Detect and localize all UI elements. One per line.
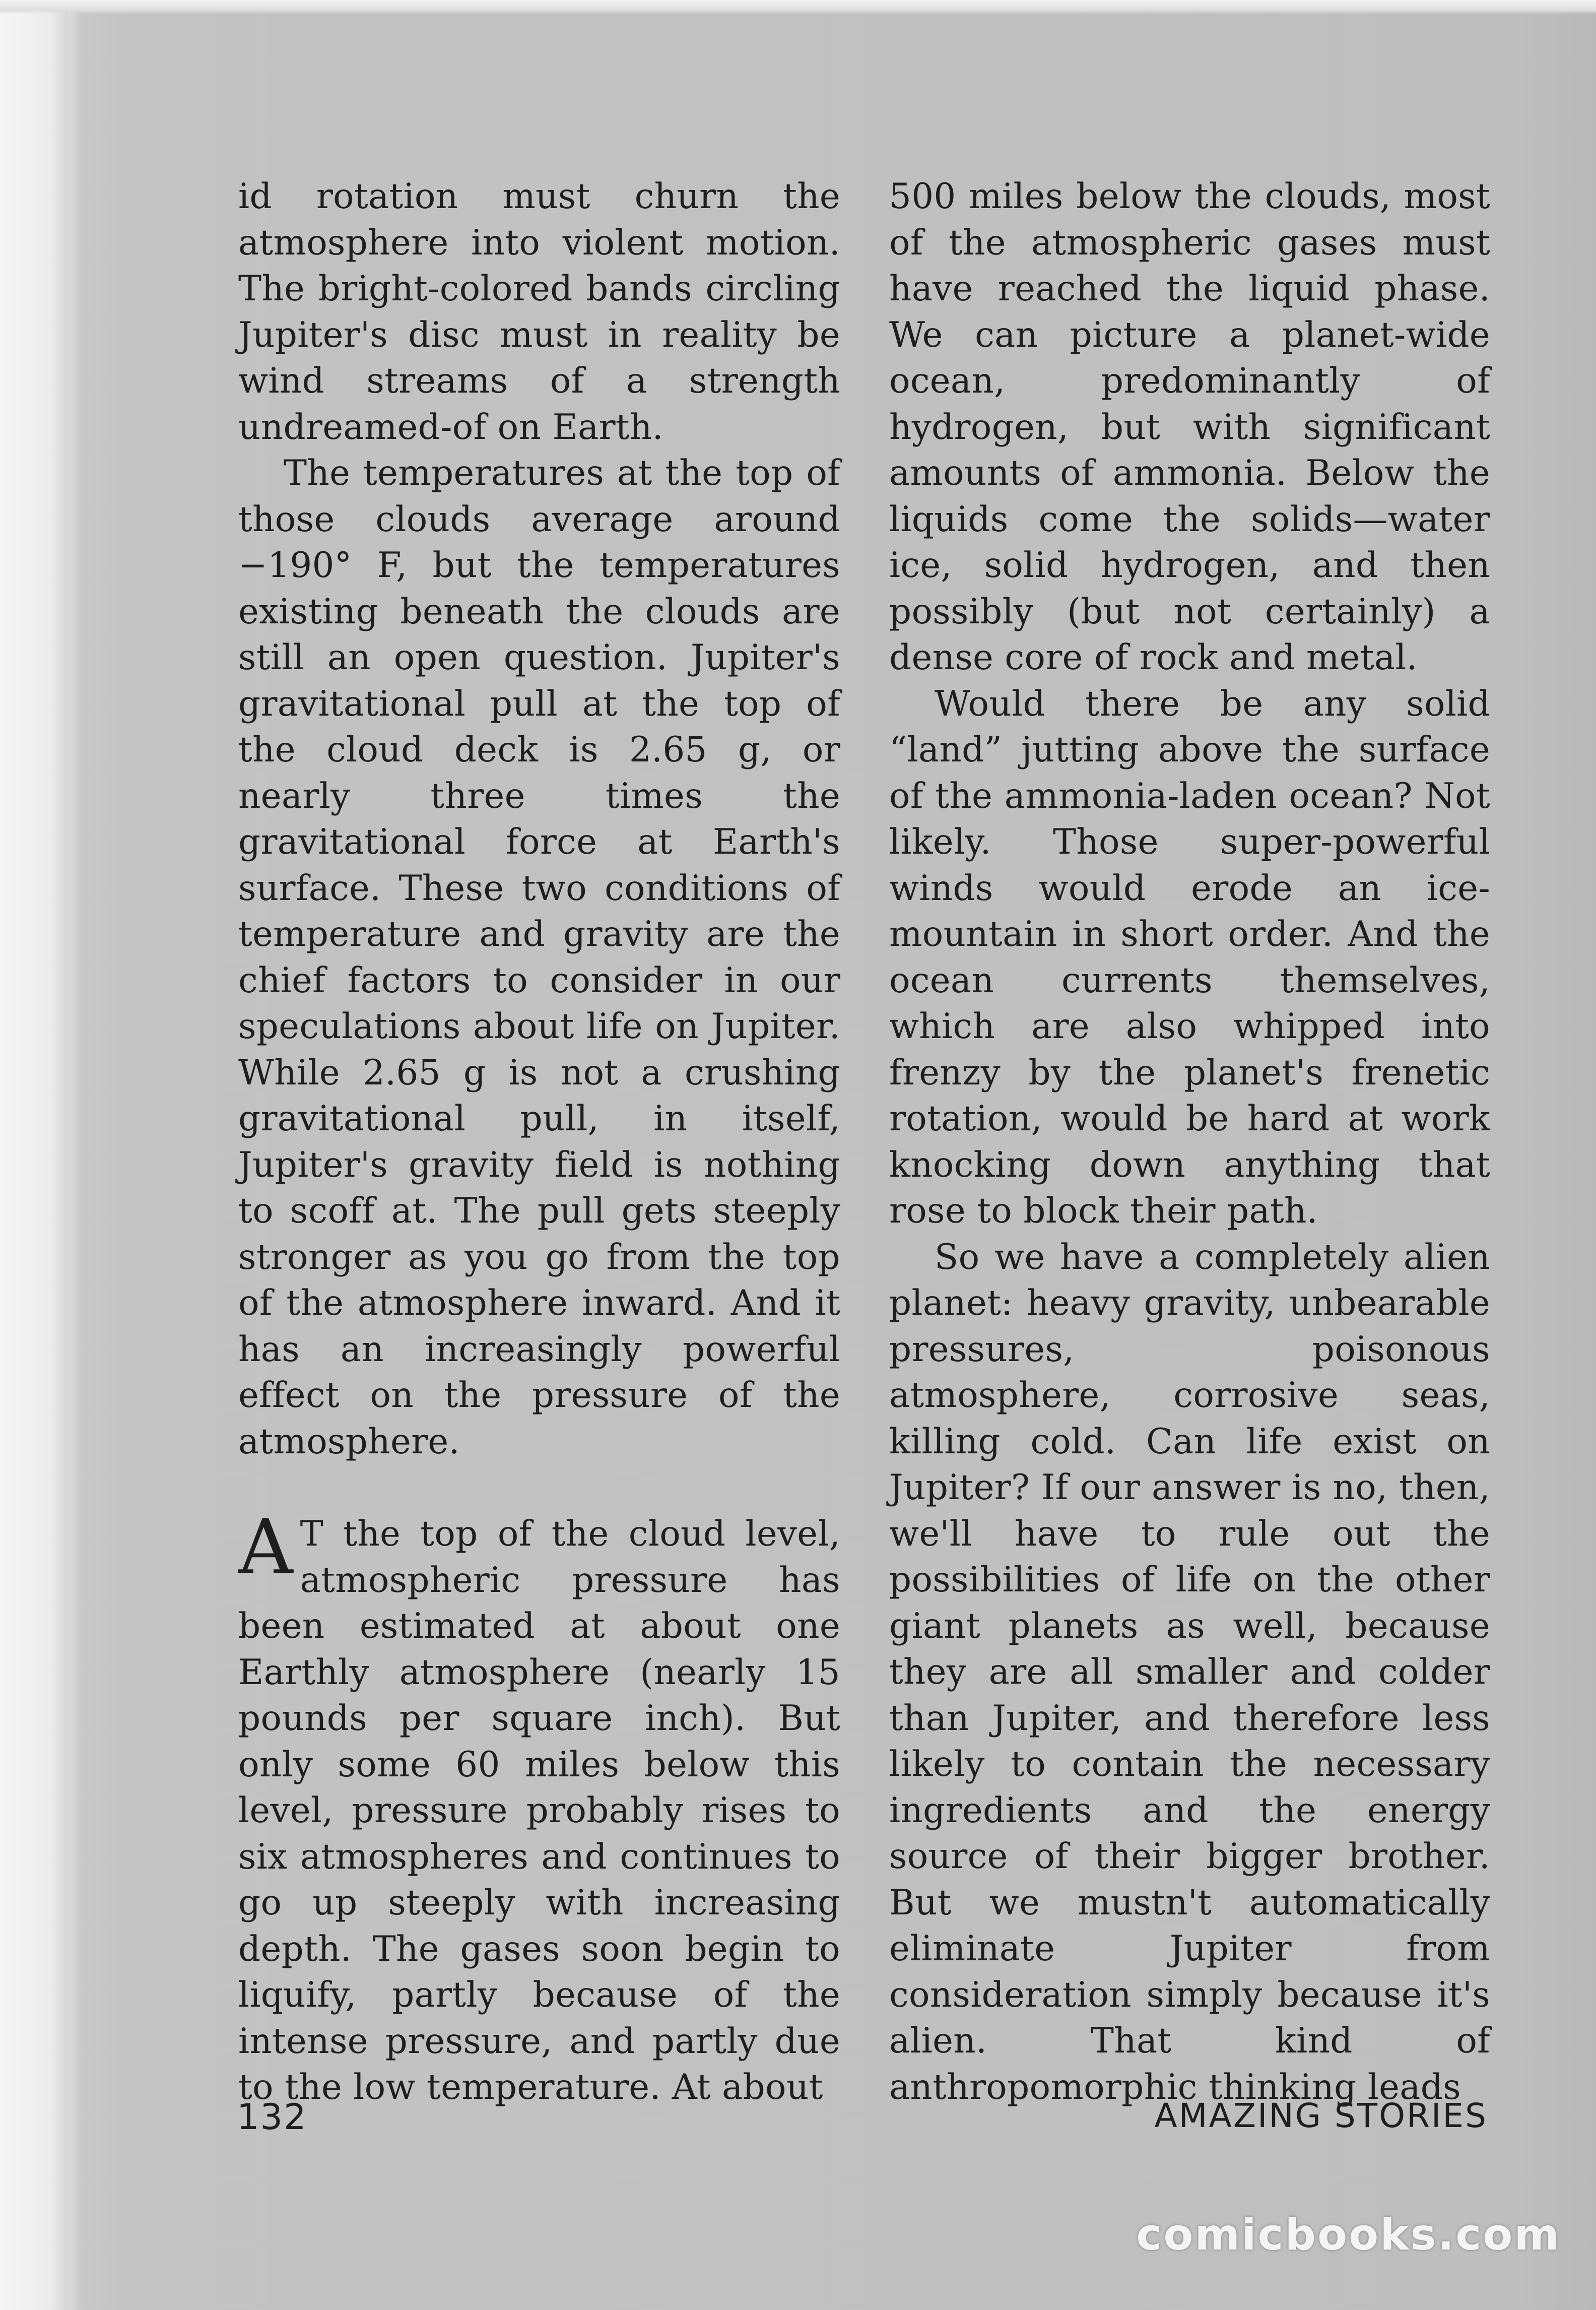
running-footer-title: AMAZING STORIES (1154, 2096, 1488, 2135)
page-top-edge (0, 0, 1596, 14)
page-edge (0, 0, 68, 2310)
watermark: comicbooks.com (1136, 2210, 1561, 2260)
right-text-column (889, 174, 1490, 2110)
drop-cap-letter: A (238, 1504, 293, 1591)
paragraph: Would there be any solid “land” jutting above the surface of the ammonia-laden ocean? Not likely. Those super-powerful winds would erode an ice-mountain in short order. And the ocean currents themselves, which are also whipped into frenzy by the planet's frenetic rotation, would be hard at work knocking down anything that rose to block their path. (889, 683, 1490, 1231)
paragraph: 500 miles below the clouds, most of the atmospheric gases must have reached the liquid phase. We can picture a planet-wide ocean, predominantly of hydrogen, but with significant amounts of ammonia. Below the liquids come the solids—water ice, solid hydrogen, and then possibly (but not certainly) a dense core of rock and metal. (889, 176, 1490, 678)
page-number: 132 (237, 2096, 307, 2138)
paragraph-text: T the top of the cloud level, atmospheric pressure has been estimated at about one Earthly atmosphere (nearly 15 pounds per square inch). But only some 60 miles below this level, pressure probably rises to six atmospheres and continues to go up steeply with increasing depth. The gases soon begin to liquify, partly because of the intense pressure, and partly due to the low temperature. At about (238, 1514, 840, 2107)
left-text-column (238, 174, 840, 2111)
paragraph: id rotation must churn the atmosphere into violent motion. The bright-colored bands circling Jupiter's disc must in reality be wind streams of a strength undreamed-of on Earth. (238, 176, 840, 447)
paragraph: So we have a completely alien planet: heavy gravity, unbearable pressures, poisonous atmosphere, corrosive seas, killing cold. Can life exist on Jupiter? If our answer is no, then, we'll have to rule out the possibilities of life on the other giant planets as well, because they are all smaller and colder than Jupiter, and therefore less likely to contain the necessary ingredients and the energy source of their bigger brother. But we mustn't automatically eliminate Jupiter from consideration simply because it's alien. That kind of anthropomorphic thinking leads (889, 1237, 1490, 2107)
paragraph-dropcap (238, 1504, 840, 2111)
paragraph: The temperatures at the top of those clouds average around −190° F, but the temperatures existing beneath the clouds are still an open question. Jupiter's gravitational pull at the top of the cloud deck is 2.65 g, or nearly three times the gravitational force at Earth's surface. These two conditions of temperature and gravity are the chief factors to consider in our speculations about life on Jupiter. While 2.65 g is not a crushing gravitational pull, in itself, Jupiter's gravity field is nothing to scoff at. The pull gets steeply stronger as you go from the top of the atmosphere inward. And it has an increasingly powerful effect on the pressure of the atmosphere. (238, 453, 840, 1462)
